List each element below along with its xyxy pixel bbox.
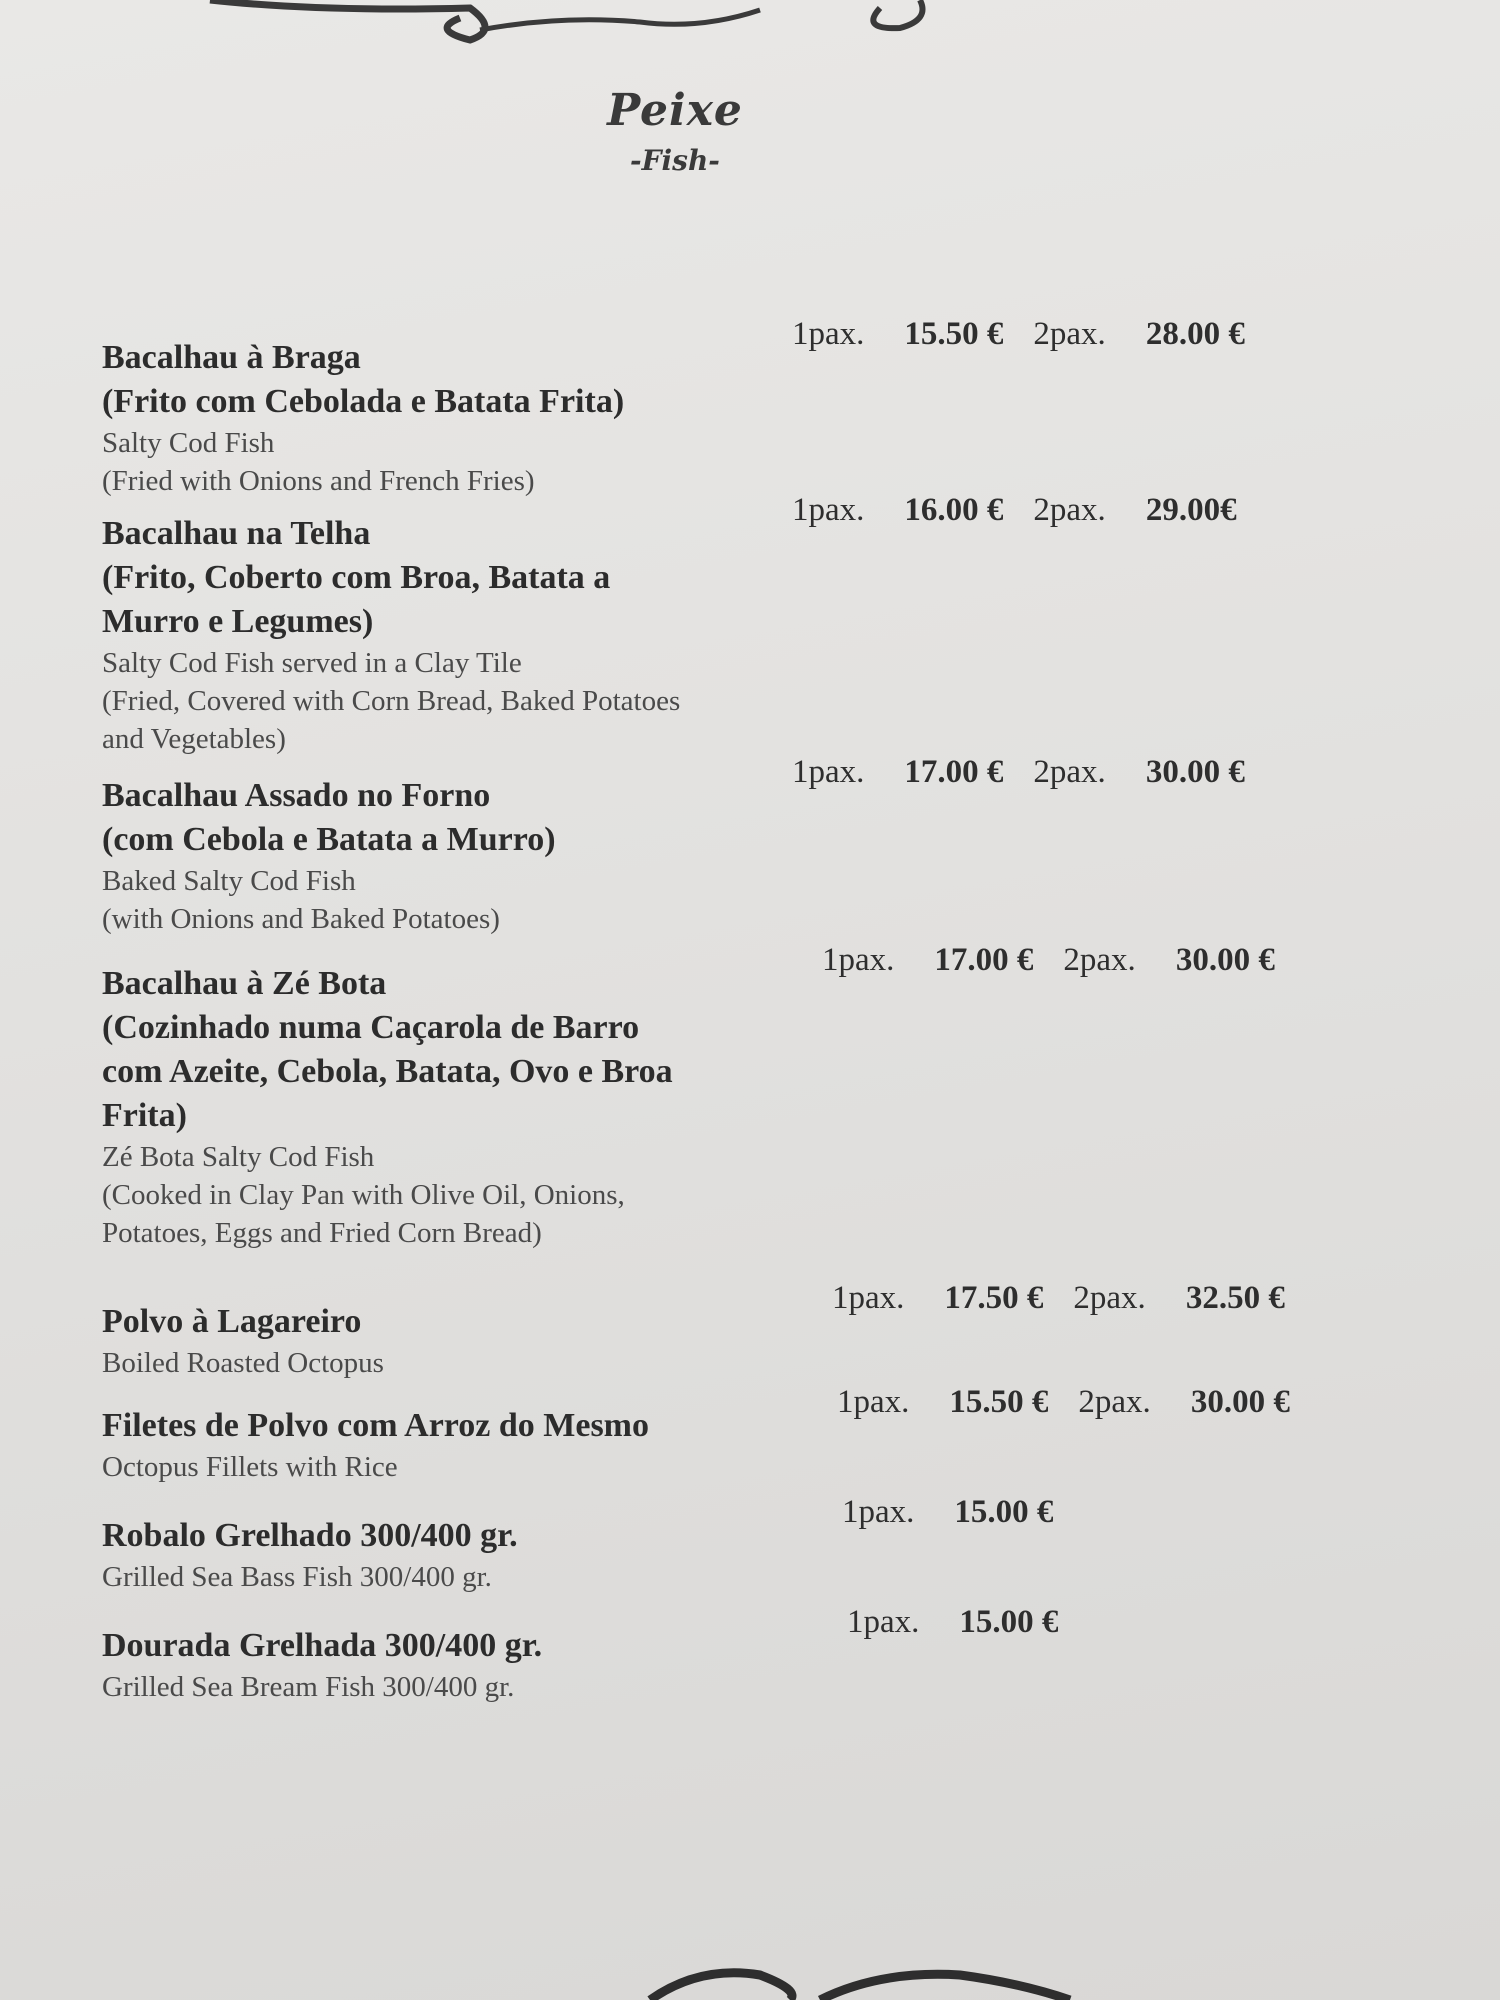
item-name-pt: Frita) (102, 1097, 187, 1134)
item-name-en: Octopus Fillets with Rice (102, 1451, 398, 1483)
item-prices (842, 1494, 1083, 1531)
item-name-pt: (com Cebola e Batata a Murro) (102, 821, 556, 858)
item-name-en: (Cooked in Clay Pan with Olive Oil, Onions, (102, 1179, 625, 1211)
bottom-flourish-ornament (0, 1955, 1500, 2000)
pax2-label: 2pax. (1033, 316, 1106, 352)
menu-header (0, 85, 1350, 177)
menu-item (102, 1280, 1422, 1382)
item-name-en: Grilled Sea Bream Fish 300/400 gr. (102, 1671, 515, 1703)
item-name-pt: Bacalhau Assado no Forno (102, 777, 491, 814)
pax2-label: 2pax. (1033, 492, 1106, 528)
pax2-label: 2pax. (1073, 1280, 1146, 1316)
pax2-label: 2pax. (1078, 1384, 1151, 1420)
pax1-price: 16.00 € (904, 492, 1004, 528)
item-prices (792, 492, 1267, 529)
pax1-price: 17.50 € (944, 1280, 1044, 1316)
item-name-en: (with Onions and Baked Potatoes) (102, 903, 500, 935)
item-name-en: Zé Bota Salty Cod Fish (102, 1141, 375, 1173)
pax2-price: 28.00 € (1145, 316, 1245, 352)
menu-item (102, 1384, 1422, 1486)
pax2-price: 29.00€ (1145, 492, 1237, 528)
item-prices (832, 1280, 1315, 1317)
item-name-en: Potatoes, Eggs and Fried Corn Bread) (102, 1217, 542, 1249)
pax1-label: 1pax. (832, 1280, 905, 1316)
item-name-pt: Bacalhau à Zé Bota (102, 965, 387, 1002)
item-name-en: Salty Cod Fish served in a Clay Tile (102, 647, 522, 679)
item-name-pt: Bacalhau à Braga (102, 339, 361, 376)
menu-item (102, 942, 1422, 1252)
pax1-label: 1pax. (842, 1494, 915, 1530)
pax1-label: 1pax. (792, 492, 865, 528)
pax1-label: 1pax. (822, 942, 895, 978)
pax2-label: 2pax. (1063, 942, 1136, 978)
item-name-pt: Robalo Grelhado 300/400 gr. (102, 1517, 518, 1554)
pax1-label: 1pax. (847, 1604, 920, 1640)
menu-item (102, 492, 1422, 758)
item-name-pt: (Cozinhado numa Caçarola de Barro (102, 1009, 640, 1046)
item-prices (822, 942, 1305, 979)
item-name-pt: Polvo à Lagareiro (102, 1303, 362, 1340)
item-prices (847, 1604, 1088, 1641)
item-name-en: Salty Cod Fish (102, 427, 275, 459)
item-name-pt: Dourada Grelhada 300/400 gr. (102, 1627, 543, 1664)
item-prices (837, 1384, 1320, 1421)
pax2-price: 32.50 € (1185, 1280, 1285, 1316)
menu-item (102, 1494, 1422, 1596)
pax1-label: 1pax. (792, 754, 865, 790)
pax2-label: 2pax. (1033, 754, 1106, 790)
pax1-label: 1pax. (792, 316, 865, 352)
menu-item (102, 316, 1422, 500)
item-prices (792, 316, 1275, 353)
item-name-pt: com Azeite, Cebola, Batata, Ovo e Broa (102, 1053, 673, 1090)
item-name-en: (Fried, Covered with Corn Bread, Baked Potatoes (102, 685, 681, 717)
item-name-en: Grilled Sea Bass Fish 300/400 gr. (102, 1561, 492, 1593)
pax1-price: 15.50 € (949, 1384, 1049, 1420)
pax1-price: 15.00 € (959, 1604, 1059, 1640)
pax1-price: 17.00 € (904, 754, 1004, 790)
section-title: Peixe (607, 85, 743, 136)
item-name-pt: (Frito, Coberto com Broa, Batata a (102, 559, 611, 596)
item-prices (792, 754, 1275, 791)
item-name-en: (Fried with Onions and French Fries) (102, 465, 535, 497)
pax1-price: 15.00 € (954, 1494, 1054, 1530)
pax2-price: 30.00 € (1175, 942, 1275, 978)
menu-item (102, 1604, 1422, 1706)
pax1-price: 17.00 € (934, 942, 1034, 978)
item-name-en: Boiled Roasted Octopus (102, 1347, 384, 1379)
item-name-en: and Vegetables) (102, 723, 286, 755)
pax2-price: 30.00 € (1190, 1384, 1290, 1420)
item-name-en: Baked Salty Cod Fish (102, 865, 356, 897)
menu-item (102, 754, 1422, 938)
pax2-price: 30.00 € (1145, 754, 1245, 790)
item-name-pt: Murro e Legumes) (102, 603, 374, 640)
item-name-pt: (Frito com Cebolada e Batata Frita) (102, 383, 625, 420)
pax1-price: 15.50 € (904, 316, 1004, 352)
item-name-pt: Filetes de Polvo com Arroz do Mesmo (102, 1407, 650, 1444)
section-subtitle: -Fish- (630, 144, 720, 177)
pax1-label: 1pax. (837, 1384, 910, 1420)
item-name-pt: Bacalhau na Telha (102, 515, 371, 552)
top-flourish-ornament (0, 0, 1500, 50)
